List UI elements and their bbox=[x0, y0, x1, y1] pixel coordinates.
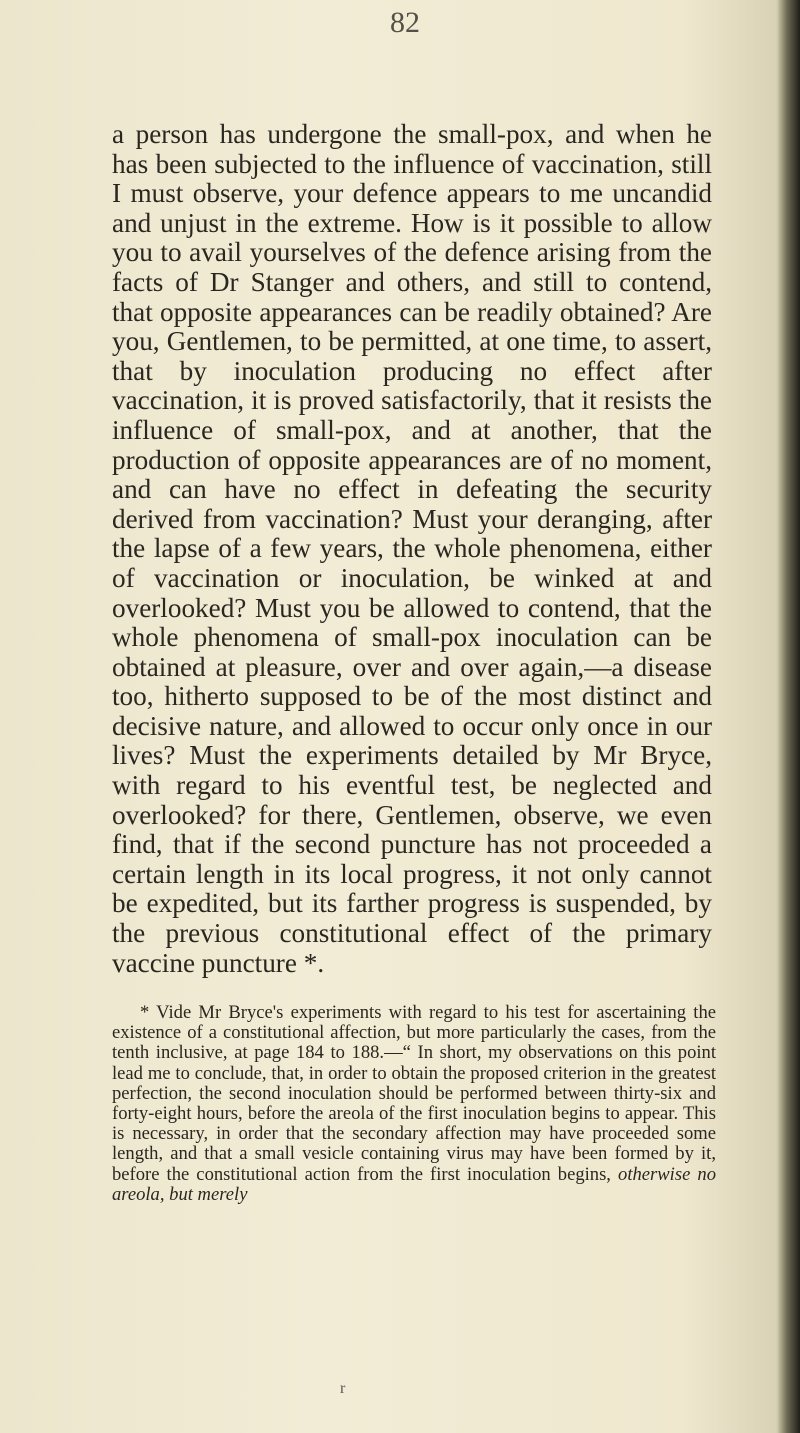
footnote-paragraph bbox=[112, 1003, 716, 1205]
main-paragraph-text: a person has undergone the small-pox, and when he has been subjected to the influence of vaccination, still I must observe, your defence appears to me uncandid and unjust in the extreme. How is it possible to allow you to avail yourselves of the defence arising from the facts of Dr Stanger and others, and still to contend, that opposite appearances can be readily obtained? Are you, Gentlemen, to be permitted, at one time, to assert, that by inoculation producing no effect after vaccination, it is proved satisfactorily, that it resists the influence of small-pox, and at another, that the production of opposite appearances are of no moment, and can have no effect in defeating the security derived from vaccination? Must your deranging, after the lapse of a few years, the whole phenomena, either of vaccination or inoculation, be winked at and overlooked? Must you be allowed to contend, that the whole phenomena of small-pox inoculation can be obtained at pleasure, over and over again,—a disease too, hitherto supposed to be of the most distinct and decisive nature, and allowed to occur only once in our lives? Must the experiments detailed by Mr Bryce, with regard to his eventful test, be neglected and overlooked? for there, Gentlemen, observe, we even find, that if the second puncture has not proceeded a certain length in its local progress, it not only cannot be expedited, but its farther progress is suspended, by the previous constitutional effect of the primary vaccine puncture *. bbox=[112, 119, 712, 978]
footnote-text: * Vide Mr Bryce's experiments with regard to his test for ascertaining the existence of a constitutional affection, but more particularly the cases, from the tenth inclusive, at page 184 to 188.—“ In short, my observations on this point lead me to conclude, that, in order to obtain the proposed criterion in the greatest perfection, the second inoculation should be performed between thirty-six and forty-eight hours, before the areola of the first inoculation begins to appear. This is necessary, in order that the secondary affection may have proceeded some length, and that a small vesicle containing virus may have been formed by it, before the constitutional action from the first inoculation begins, bbox=[112, 1002, 716, 1185]
main-paragraph bbox=[112, 120, 712, 978]
page-edge-shadow bbox=[778, 0, 800, 1433]
page-number: 82 bbox=[390, 6, 420, 39]
stray-mark: r bbox=[340, 1380, 346, 1397]
footnote bbox=[112, 1003, 716, 1205]
footnote-italic-text: otherwise no areola, but merely bbox=[112, 1163, 716, 1205]
